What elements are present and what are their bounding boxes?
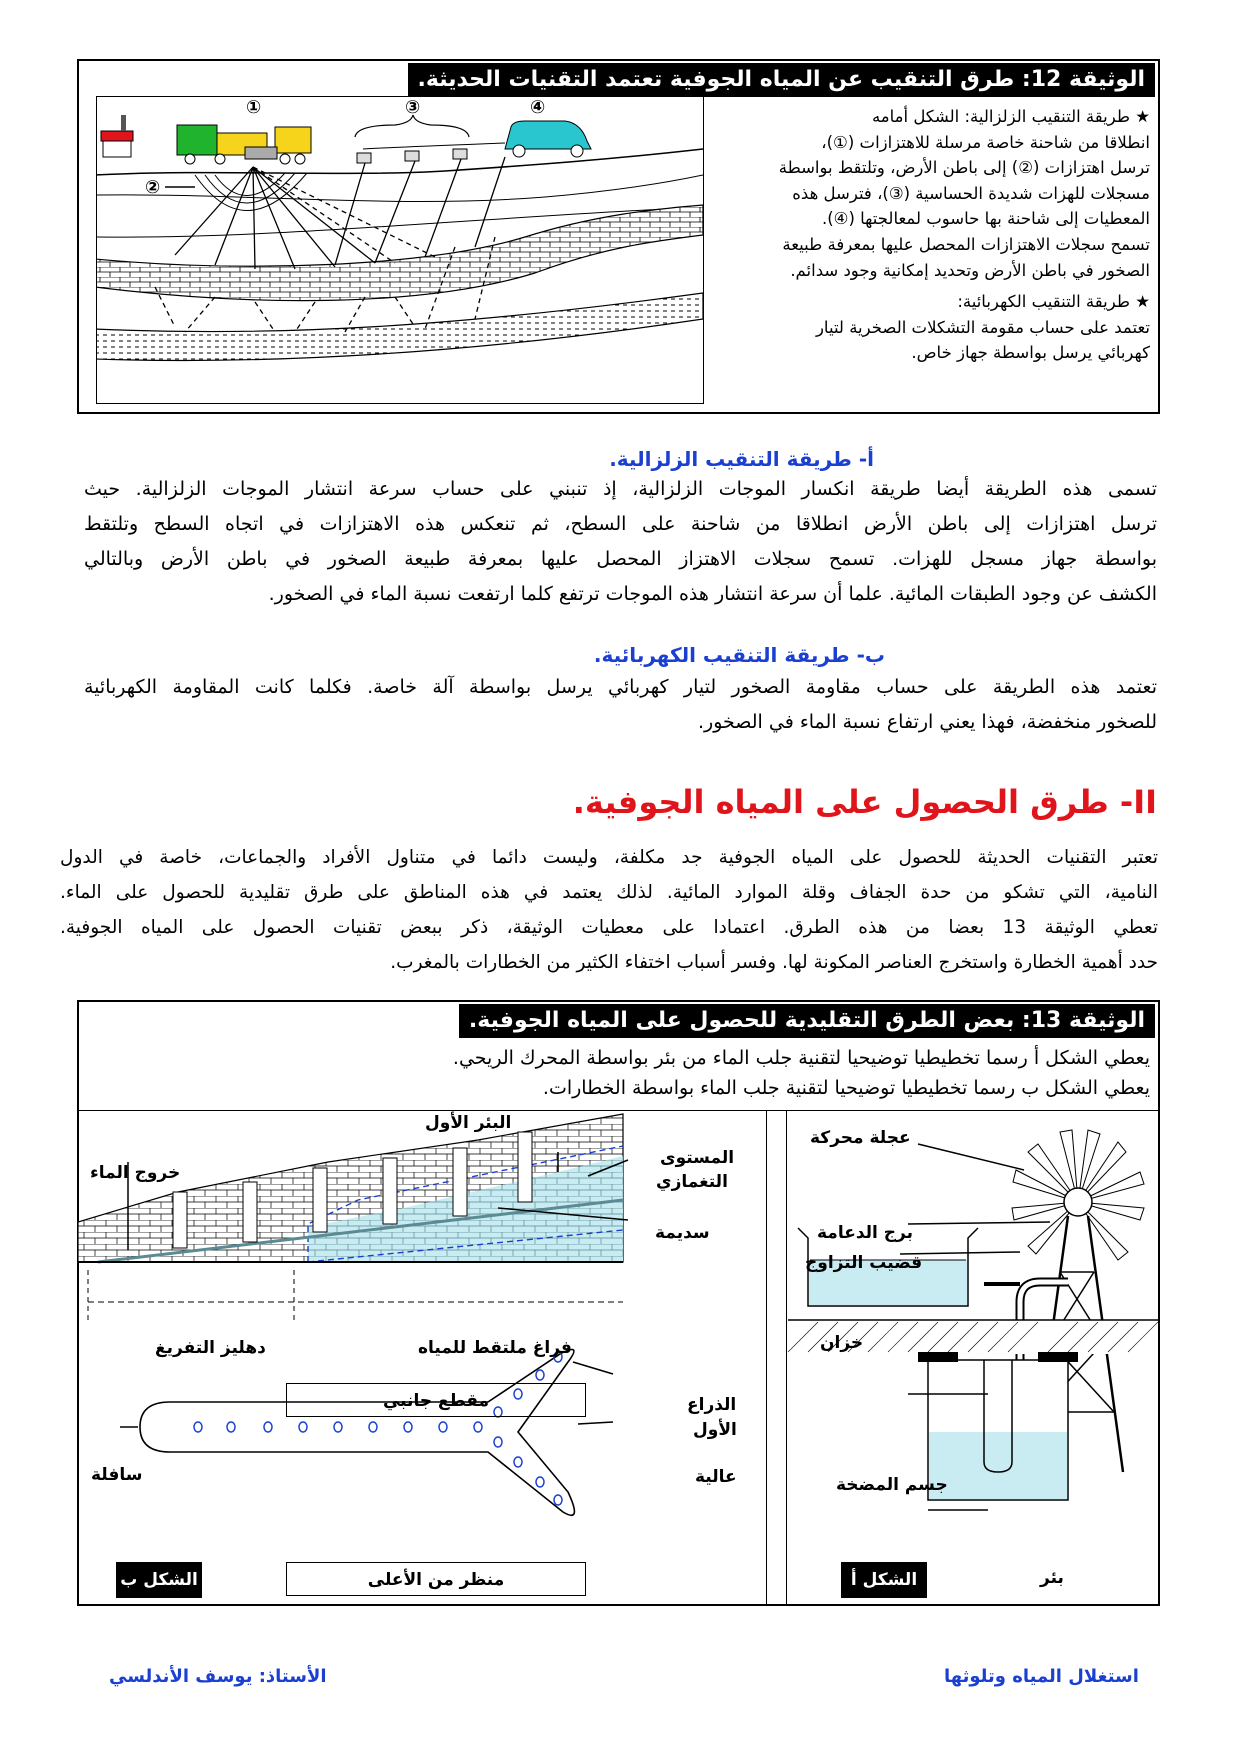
doc12-line: انطلاقا من شاحنة خاصة مرسلة للاهتزازات (①)، [821, 132, 1150, 152]
marker-2: ② [145, 177, 161, 198]
doc12-line: مسجلات للهزات شديدة الحساسية (③)، فترسل هذه [792, 183, 1150, 203]
doc13-title: الوثيقة 13: بعض الطرق التقليدية للحصول على المياه الجوفية. [459, 1004, 1155, 1038]
doc13-intro [453, 1043, 1150, 1103]
label-drain-gallery: دهليز التفريغ [155, 1338, 266, 1358]
section-a-line: ترسل اهتزازات إلى باطن الأرض انطلاقا من شاحنة على السطح، ثم تنعكس هذه الاهتزازات في اتجاه السطح وتلتقط [84, 513, 1157, 535]
section-a-line: بواسطة جهاز مسجل للهزات. تسمح سجلات الاهتزاز المحصل عليها بمعرفة طبيعة الصخور في باطن الأرض وبالتالي [84, 548, 1157, 570]
doc13-line: يعطي الشكل ب رسما تخطيطيا توضيحيا لتقنية جلب الماء بواسطة الخطارات. [542, 1077, 1150, 1099]
label-water-level-1: المستوى [660, 1148, 735, 1168]
doc12-line: تعتمد على حساب مقومة التشكلات الصخرية لتيار [815, 317, 1150, 337]
windmill-diagram [788, 1112, 1158, 1604]
doc13-figure-divider [786, 1110, 787, 1606]
label-aquifer: سديمة [655, 1223, 710, 1243]
label-catch-space: فراغ ملتقط للمياه [418, 1338, 572, 1358]
label-top-view: منظر من الأعلى [286, 1562, 586, 1596]
section-ii-title: II- طرق الحصول على المياه الجوفية. [572, 783, 1157, 821]
figure-a [788, 1112, 1158, 1604]
section-b-paragraph [84, 670, 1157, 740]
label-arm-1: الذراع [687, 1395, 737, 1415]
section-b-line: للصخور منخفضة، فهذا يعني ارتفاع نسبة الماء في الصخور. [698, 711, 1157, 733]
doc12-line: الصخور في باطن الأرض وتحديد إمكانية وجود سدائم. [790, 260, 1150, 280]
doc13-figure-divider-top [77, 1110, 1160, 1111]
label-water-level-2: التغمازي [656, 1172, 728, 1192]
label-driving-wheel: عجلة محركة [810, 1128, 911, 1148]
label-arm-2: الأول [693, 1420, 737, 1440]
doc12-line: كهربائي يرسل بواسطة جهاز خاص. [911, 343, 1150, 363]
label-well: بئر [1040, 1568, 1064, 1588]
doc12-title: الوثيقة 12: طرق التنقيب عن المياه الجوفية تعتمد التقنيات الحديثة. [408, 63, 1155, 97]
section-ii-line: حدد أهمية الخطارة واستخرج العناصر المكونة لها. وفسر أسباب اختفاء الكثير من الخطارات بالمغرب. [390, 952, 1158, 973]
doc13-line: يعطي الشكل أ رسما تخطيطيا توضيحيا لتقنية جلب الماء من بئر بواسطة المحرك الريحي. [452, 1047, 1150, 1069]
section-a-title: أ- طريقة التنقيب الزلزالية. [609, 447, 874, 471]
doc12-line: ★ طريقة التنقيب الزلزالية: الشكل أمامه [871, 107, 1150, 126]
section-b-line: تعتمد هذه الطريقة على حساب مقاومة الصخور لتيار كهربائي يرسل بواسطة آلة خاصة. فكلما كانت المقاومة الكهربائية [84, 676, 1157, 698]
label-water-outlet: خروج الماء [90, 1163, 181, 1183]
label-first-well: البئر الأول [425, 1113, 512, 1133]
figure-a-label: الشكل أ [841, 1562, 927, 1598]
marker-1: ① [246, 97, 262, 118]
doc12-line: ★ طريقة التنقيب الكهربائية: [957, 292, 1150, 312]
section-ii-line: تعطي الوثيقة 13 بعضا من هذه الطرق. اعتمادا على معطيات الوثيقة، ذكر ببعض تقنيات الحصول على المياه الجوفية. [60, 917, 1158, 938]
label-tank: خزان [820, 1333, 864, 1353]
section-ii-line: النامية، التي تشكو من حدة الجفاف وقلة الموارد المائية. لذلك يعتمد في هذه المناطق على طرق تقليدية للحصول على الماء. [60, 882, 1158, 903]
section-a-line: تسمى هذه الطريقة أيضا طريقة انكسار الموجات الزلزالية، إذ تنبني على حساب سرعة انتشار الموجات الزلزالية. حيث [84, 478, 1157, 500]
footer-topic: استغلال المياه وتلوثها [944, 1666, 1139, 1687]
label-pump-body: جسم المضخة [836, 1475, 948, 1495]
seismic-figure [96, 96, 704, 404]
footer-teacher: الأستاذ: يوسف الأندلسي [109, 1666, 327, 1687]
label-downstream: سافلة [91, 1465, 143, 1485]
marker-4: ④ [530, 97, 546, 118]
section-b-title: ب- طريقة التنقيب الكهربائية. [593, 643, 885, 667]
marker-3: ③ [405, 97, 421, 118]
seismic-diagram [96, 97, 703, 404]
doc12-line: تسمح سجلات الاهتزازات المحصل عليها بمعرفة طبيعة [782, 234, 1150, 254]
doc12-line: ترسل اهتزازات (②) إلى باطن الأرض، وتلتقط بواسطة [778, 158, 1150, 178]
label-side-section: مقطع جانبي [286, 1383, 586, 1417]
figure-b-label: الشكل ب [116, 1562, 202, 1598]
section-ii-line: تعتبر التقنيات الحديثة للحصول على المياه الجوفية جد مكلفة، وليست دائما في متناول الأفراد والجماعات، خاصة في الدول [60, 847, 1158, 868]
label-coupling-rod: قضيب التزاوج [805, 1253, 923, 1273]
doc12-explanation [690, 104, 1150, 366]
section-a-paragraph [84, 472, 1157, 612]
section-a-line: الكشف عن وجود الطبقات المائية. علما أن سرعة انتشار هذه الموجات ترتفع كلما ارتفعت نسبة الماء في الصخور. [268, 583, 1157, 605]
label-support-tower: برج الدعامة [817, 1223, 913, 1243]
section-ii-paragraph [60, 840, 1158, 980]
doc13-figure-divider [766, 1110, 767, 1606]
label-upstream: عالية [695, 1467, 737, 1487]
doc12-line: المعطيات إلى شاحنة بها حاسوب لمعالجتها (④). [822, 209, 1150, 229]
